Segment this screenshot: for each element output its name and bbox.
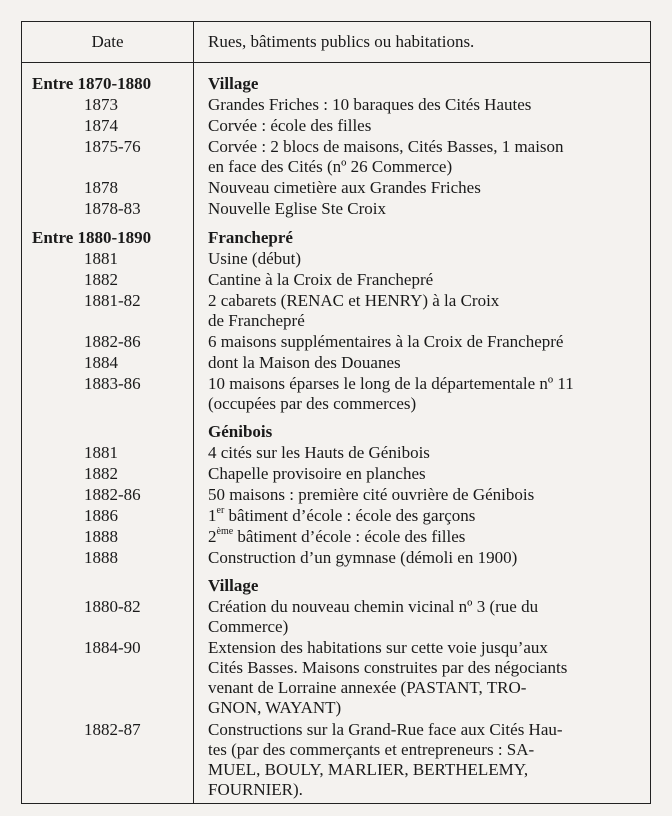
row-text: Constructions sur la Grand-Rue face aux Cités Hau- [208,720,563,739]
row-date: 1886 [84,506,118,525]
row-text: en face des Cités (nº 26 Commerce) [208,157,453,176]
ordinal-suffix: ème [216,526,234,538]
row-text: de Franchepré [208,311,305,330]
row-date: 1875-76 [84,137,141,156]
row-date: 1878-83 [84,199,141,218]
row-date: 1882-86 [84,485,141,504]
row-text: Construction d’un gymnase (démoli en 1900) [208,548,518,567]
row-text: 10 maisons éparses le long de la départementale nº 11 [208,374,574,393]
section-heading: Village [208,576,259,595]
row-text: Corvée : 2 blocs de maisons, Cités Basses, 1 maison [208,137,564,156]
column-divider [193,22,194,803]
header-description: Rues, bâtiments publics ou habitations. [208,32,475,51]
row-text: Commerce) [208,617,289,636]
row-text: 50 maisons : première cité ouvrière de Génibois [208,485,535,504]
period-label: Entre 1880-1890 [32,228,152,247]
row-text [208,527,638,546]
row-date: 1888 [84,527,118,546]
row-text: 6 maisons supplémentaires à la Croix de Franchepré [208,332,564,351]
row-text: tes (par des commerçants et entrepreneurs : SA- [208,740,535,759]
row-date: 1882-87 [84,720,141,739]
row-text: Nouveau cimetière aux Grandes Friches [208,178,481,197]
section-heading: Franchepré [208,228,293,247]
ordinal-number: 2 [208,527,217,546]
row-text: Corvée : école des filles [208,116,372,135]
row-text: Cités Basses. Maisons construites par des négociants [208,658,568,677]
row-date: 1881-82 [84,291,141,310]
period-label: Entre 1870-1880 [32,74,152,93]
row-text: Grandes Friches : 10 baraques des Cités Hautes [208,95,532,114]
ordinal-number: 1 [208,506,217,525]
row-text: Chapelle provisoire en planches [208,464,426,483]
row-text: GNON, WAYANT) [208,698,342,717]
row-text-rest: bâtiment d’école : école des filles [233,527,466,546]
ordinal-suffix: er [216,505,225,517]
row-text: Cantine à la Croix de Franchepré [208,270,434,289]
row-date: 1882 [84,270,118,289]
row-date: 1878 [84,178,118,197]
row-text: Usine (début) [208,249,302,268]
section-heading: Village [208,74,259,93]
row-text: Création du nouveau chemin vicinal nº 3 (rue du [208,597,539,616]
row-date: 1888 [84,548,118,567]
header-date: Date [91,32,124,51]
row-text: 2 cabarets (RENAC et HENRY) à la Croix [208,291,500,310]
row-date: 1882 [84,464,118,483]
row-text [208,506,638,525]
row-date: 1881 [84,249,118,268]
row-text: dont la Maison des Douanes [208,353,401,372]
row-date: 1884-90 [84,638,141,657]
header-divider [22,62,650,63]
row-date: 1874 [84,116,118,135]
row-date: 1881 [84,443,118,462]
row-date: 1883-86 [84,374,141,393]
row-text: FOURNIER). [208,780,303,799]
section-heading: Génibois [208,422,273,441]
row-date: 1882-86 [84,332,141,351]
row-text: 4 cités sur les Hauts de Génibois [208,443,430,462]
row-text: (occupées par des commerces) [208,394,417,413]
row-text-rest: bâtiment d’école : école des garçons [224,506,476,525]
row-text: Extension des habitations sur cette voie jusqu’aux [208,638,548,657]
row-date: 1873 [84,95,118,114]
row-date: 1884 [84,353,118,372]
row-text: venant de Lorraine annexée (PASTANT, TRO- [208,678,527,697]
row-date: 1880-82 [84,597,141,616]
row-text: MUEL, BOULY, MARLIER, BERTHELEMY, [208,760,529,779]
chronology-table [21,21,651,804]
row-text: Nouvelle Eglise Ste Croix [208,199,387,218]
